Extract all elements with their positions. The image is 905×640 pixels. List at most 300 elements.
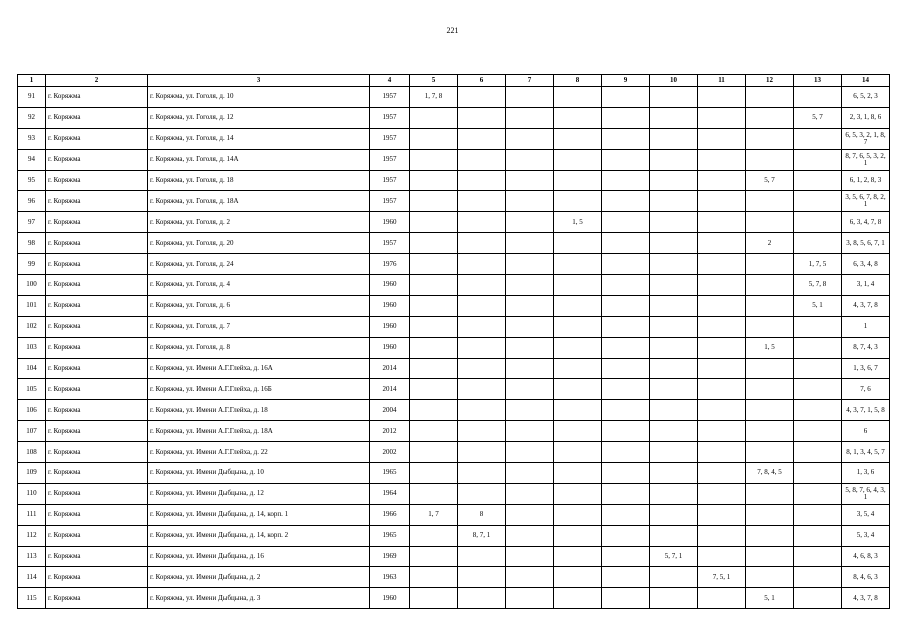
table-cell <box>650 87 698 108</box>
table-cell <box>458 275 506 296</box>
table-cell <box>746 525 794 546</box>
table-cell <box>554 546 602 567</box>
table-cell <box>698 191 746 212</box>
table-cell: г. Коряжма <box>46 546 148 567</box>
table-cell: 5, 7 <box>794 107 842 128</box>
table-cell: 7, 5, 1 <box>698 567 746 588</box>
table-cell <box>506 463 554 484</box>
table-cell <box>602 275 650 296</box>
table-cell <box>602 212 650 233</box>
table-cell <box>458 254 506 275</box>
table-cell: г. Коряжма <box>46 295 148 316</box>
table-row <box>18 149 890 170</box>
table-cell <box>554 358 602 379</box>
table-cell: 5, 7 <box>746 170 794 191</box>
table-cell <box>506 316 554 337</box>
table-cell <box>602 442 650 463</box>
table-cell: г. Коряжма, ул. Имени А.Г.Глейха, д. 22 <box>148 442 370 463</box>
table-cell <box>650 337 698 358</box>
table-cell <box>410 337 458 358</box>
table-cell <box>554 525 602 546</box>
header-row <box>18 75 890 87</box>
table-cell <box>746 358 794 379</box>
table-cell <box>602 316 650 337</box>
table-cell: 4, 3, 7, 8 <box>842 295 890 316</box>
table-cell <box>458 358 506 379</box>
table-cell <box>506 170 554 191</box>
table-cell <box>746 504 794 525</box>
table-cell: 1960 <box>370 295 410 316</box>
table-cell: 6, 5, 2, 3 <box>842 87 890 108</box>
table-cell <box>698 588 746 609</box>
table-cell: 1960 <box>370 212 410 233</box>
table-cell <box>554 567 602 588</box>
table-cell: 113 <box>18 546 46 567</box>
table-cell <box>698 525 746 546</box>
table-cell <box>602 421 650 442</box>
table-cell <box>746 567 794 588</box>
table-cell: 115 <box>18 588 46 609</box>
table-cell <box>650 233 698 254</box>
table-cell <box>650 254 698 275</box>
table-cell: 1957 <box>370 149 410 170</box>
table-cell: 1969 <box>370 546 410 567</box>
table-row <box>18 128 890 149</box>
table-cell <box>602 358 650 379</box>
table-cell <box>458 379 506 400</box>
table-cell <box>746 254 794 275</box>
table-row <box>18 379 890 400</box>
table-cell <box>698 149 746 170</box>
table-row <box>18 254 890 275</box>
table-cell <box>602 400 650 421</box>
table-cell <box>410 358 458 379</box>
table-cell: 1960 <box>370 316 410 337</box>
table-cell <box>554 400 602 421</box>
table-cell: г. Коряжма, ул. Гоголя, д. 7 <box>148 316 370 337</box>
table-cell: 5, 7, 1 <box>650 546 698 567</box>
table-cell: 1, 3, 6 <box>842 463 890 484</box>
table-cell: г. Коряжма, ул. Имени А.Г.Глейха, д. 16Б <box>148 379 370 400</box>
table-cell: 106 <box>18 400 46 421</box>
table-cell: 6, 5, 3, 2, 1, 8, 7 <box>842 128 890 149</box>
table-cell <box>794 87 842 108</box>
table-cell <box>794 588 842 609</box>
column-header: 9 <box>602 75 650 87</box>
table-cell <box>602 295 650 316</box>
table-cell: 1957 <box>370 107 410 128</box>
table-cell: 8, 4, 6, 3 <box>842 567 890 588</box>
table-cell: г. Коряжма <box>46 379 148 400</box>
table-cell: 114 <box>18 567 46 588</box>
table-cell: г. Коряжма, ул. Имени Дыбцына, д. 2 <box>148 567 370 588</box>
table-cell: г. Коряжма, ул. Гоголя, д. 14А <box>148 149 370 170</box>
table-cell: 3, 8, 5, 6, 7, 1 <box>842 233 890 254</box>
table-cell <box>554 588 602 609</box>
table-row <box>18 87 890 108</box>
table-cell <box>554 170 602 191</box>
table-cell <box>698 295 746 316</box>
table-cell <box>410 421 458 442</box>
table-cell: 1, 7, 8 <box>410 87 458 108</box>
table-cell: 99 <box>18 254 46 275</box>
table-cell <box>746 212 794 233</box>
table-cell <box>794 191 842 212</box>
table-cell: 2004 <box>370 400 410 421</box>
table-cell <box>506 546 554 567</box>
column-header: 6 <box>458 75 506 87</box>
table-cell: 1963 <box>370 567 410 588</box>
table-cell: г. Коряжма <box>46 588 148 609</box>
table-cell <box>458 588 506 609</box>
table-cell <box>698 107 746 128</box>
table-cell <box>602 463 650 484</box>
table-row <box>18 525 890 546</box>
table-row <box>18 337 890 358</box>
table-cell <box>506 149 554 170</box>
table-cell: 94 <box>18 149 46 170</box>
table-cell <box>410 170 458 191</box>
table-cell: 1976 <box>370 254 410 275</box>
table-cell <box>746 421 794 442</box>
table-cell <box>650 295 698 316</box>
table-cell <box>746 191 794 212</box>
table-cell <box>698 358 746 379</box>
table-cell: 2002 <box>370 442 410 463</box>
table-cell <box>410 295 458 316</box>
table-cell <box>410 400 458 421</box>
table-cell <box>506 107 554 128</box>
table-cell <box>794 567 842 588</box>
table-cell <box>554 295 602 316</box>
table-cell <box>506 525 554 546</box>
table-cell: 95 <box>18 170 46 191</box>
table-cell: г. Коряжма <box>46 275 148 296</box>
table-cell: 1960 <box>370 588 410 609</box>
table-cell <box>698 442 746 463</box>
table-cell <box>650 191 698 212</box>
table-cell: 97 <box>18 212 46 233</box>
table-cell <box>554 316 602 337</box>
table-cell: г. Коряжма, ул. Гоголя, д. 12 <box>148 107 370 128</box>
table-cell <box>602 337 650 358</box>
table-cell: 7, 6 <box>842 379 890 400</box>
table-cell: г. Коряжма, ул. Гоголя, д. 18А <box>148 191 370 212</box>
table-cell <box>650 149 698 170</box>
table-cell <box>554 504 602 525</box>
table-row <box>18 421 890 442</box>
table-cell <box>458 463 506 484</box>
table-cell <box>698 421 746 442</box>
column-header: 12 <box>746 75 794 87</box>
table-cell: г. Коряжма <box>46 212 148 233</box>
table-cell <box>794 233 842 254</box>
table-cell <box>602 170 650 191</box>
table-cell <box>410 254 458 275</box>
table-cell <box>458 233 506 254</box>
table-cell <box>458 128 506 149</box>
table-cell <box>650 107 698 128</box>
table-cell <box>458 87 506 108</box>
table-cell: г. Коряжма, ул. Имени А.Г.Глейха, д. 18А <box>148 421 370 442</box>
table-cell <box>794 421 842 442</box>
table-cell: 102 <box>18 316 46 337</box>
table-cell <box>650 170 698 191</box>
table-row <box>18 442 890 463</box>
table-cell: 8, 7, 6, 5, 3, 2, 1 <box>842 149 890 170</box>
table-cell <box>554 233 602 254</box>
table-cell <box>698 233 746 254</box>
column-header: 1 <box>18 75 46 87</box>
table-cell: г. Коряжма <box>46 463 148 484</box>
table-cell: 1960 <box>370 337 410 358</box>
table-cell: 111 <box>18 504 46 525</box>
table-cell: 1957 <box>370 170 410 191</box>
table-cell <box>554 379 602 400</box>
table-cell: г. Коряжма, ул. Гоголя, д. 10 <box>148 87 370 108</box>
table-cell <box>506 421 554 442</box>
table-cell <box>794 400 842 421</box>
table-cell: г. Коряжма, ул. Гоголя, д. 24 <box>148 254 370 275</box>
table-cell <box>506 87 554 108</box>
table-cell: 3, 1, 4 <box>842 275 890 296</box>
table-cell <box>794 170 842 191</box>
table-cell <box>794 442 842 463</box>
table-cell: 6, 3, 4, 7, 8 <box>842 212 890 233</box>
column-header: 8 <box>554 75 602 87</box>
table-cell: г. Коряжма, ул. Гоголя, д. 14 <box>148 128 370 149</box>
table-cell <box>746 87 794 108</box>
table-cell <box>506 212 554 233</box>
table-row <box>18 295 890 316</box>
table-cell <box>794 504 842 525</box>
table-cell <box>698 379 746 400</box>
table-cell: 5, 3, 4 <box>842 525 890 546</box>
table-cell: 4, 6, 8, 3 <box>842 546 890 567</box>
table-cell: 1957 <box>370 191 410 212</box>
table-cell <box>698 504 746 525</box>
table-cell <box>650 588 698 609</box>
table-cell <box>506 567 554 588</box>
table-cell: 1, 3, 6, 7 <box>842 358 890 379</box>
table-cell: г. Коряжма, ул. Имени А.Г.Глейха, д. 18 <box>148 400 370 421</box>
table-cell <box>506 358 554 379</box>
table-cell <box>458 107 506 128</box>
table-cell: 98 <box>18 233 46 254</box>
table-cell <box>698 400 746 421</box>
table-cell <box>410 316 458 337</box>
table-cell <box>650 421 698 442</box>
table-cell <box>458 400 506 421</box>
table-cell <box>410 379 458 400</box>
table-cell: 109 <box>18 463 46 484</box>
table-cell <box>602 483 650 504</box>
table-row <box>18 275 890 296</box>
table-cell: г. Коряжма <box>46 400 148 421</box>
table-cell <box>458 149 506 170</box>
table-cell: г. Коряжма, ул. Гоголя, д. 4 <box>148 275 370 296</box>
housing-table <box>17 74 890 609</box>
table-cell <box>410 191 458 212</box>
table-cell: 7, 8, 4, 5 <box>746 463 794 484</box>
table-cell <box>458 170 506 191</box>
column-header: 4 <box>370 75 410 87</box>
table-cell <box>458 421 506 442</box>
table-cell: г. Коряжма <box>46 107 148 128</box>
table-cell <box>554 107 602 128</box>
table-cell <box>410 149 458 170</box>
table-cell: 110 <box>18 483 46 504</box>
table-cell: 5, 1 <box>794 295 842 316</box>
table-cell: 2014 <box>370 379 410 400</box>
table-cell <box>554 463 602 484</box>
table-cell: г. Коряжма, ул. Имени Дыбцына, д. 12 <box>148 483 370 504</box>
table-cell <box>698 337 746 358</box>
table-cell <box>506 442 554 463</box>
table-cell <box>506 191 554 212</box>
table-cell: 103 <box>18 337 46 358</box>
table-cell: г. Коряжма <box>46 149 148 170</box>
table-cell <box>698 546 746 567</box>
table-cell: г. Коряжма <box>46 358 148 379</box>
table-cell <box>650 400 698 421</box>
table-cell <box>794 463 842 484</box>
table-cell <box>554 421 602 442</box>
table-cell: 5, 7, 8 <box>794 275 842 296</box>
table-row <box>18 546 890 567</box>
table-cell <box>458 567 506 588</box>
table-cell: г. Коряжма <box>46 525 148 546</box>
table-cell: г. Коряжма, ул. Имени Дыбцына, д. 10 <box>148 463 370 484</box>
table-cell <box>650 442 698 463</box>
table-cell: 96 <box>18 191 46 212</box>
table-cell <box>554 128 602 149</box>
table-cell <box>506 504 554 525</box>
table-cell <box>602 504 650 525</box>
table-cell <box>698 254 746 275</box>
table-cell <box>602 379 650 400</box>
table-row <box>18 358 890 379</box>
table-cell: г. Коряжма <box>46 567 148 588</box>
table-cell <box>554 87 602 108</box>
table-cell <box>602 87 650 108</box>
table-cell <box>650 504 698 525</box>
table-cell: 93 <box>18 128 46 149</box>
table-cell <box>746 275 794 296</box>
table-cell <box>410 107 458 128</box>
table-cell: г. Коряжма <box>46 170 148 191</box>
table-cell: г. Коряжма <box>46 483 148 504</box>
table-cell <box>794 525 842 546</box>
table-cell <box>410 233 458 254</box>
table-cell <box>698 483 746 504</box>
table-cell <box>746 483 794 504</box>
table-cell: 2014 <box>370 358 410 379</box>
table-cell: г. Коряжма <box>46 316 148 337</box>
table-cell <box>602 525 650 546</box>
table-cell <box>650 128 698 149</box>
table-cell <box>650 316 698 337</box>
table-cell: г. Коряжма <box>46 128 148 149</box>
table-cell <box>746 379 794 400</box>
table-row <box>18 212 890 233</box>
table-cell <box>746 107 794 128</box>
table-cell <box>650 483 698 504</box>
table-cell: 91 <box>18 87 46 108</box>
table-cell: 108 <box>18 442 46 463</box>
table-cell <box>650 358 698 379</box>
table-cell <box>410 442 458 463</box>
table-cell <box>506 275 554 296</box>
column-header: 7 <box>506 75 554 87</box>
table-cell <box>554 442 602 463</box>
table-cell <box>602 546 650 567</box>
table-cell: 101 <box>18 295 46 316</box>
table-cell: 6 <box>842 421 890 442</box>
table-cell: г. Коряжма <box>46 233 148 254</box>
table-cell <box>554 337 602 358</box>
column-header: 10 <box>650 75 698 87</box>
table-cell <box>746 316 794 337</box>
table-cell: г. Коряжма, ул. Имени Дыбцына, д. 16 <box>148 546 370 567</box>
table-cell: 1957 <box>370 233 410 254</box>
table-cell: 8, 7, 4, 3 <box>842 337 890 358</box>
table-cell <box>458 483 506 504</box>
table-cell <box>410 546 458 567</box>
table-row <box>18 107 890 128</box>
table-cell <box>602 233 650 254</box>
table-row <box>18 170 890 191</box>
table-cell <box>602 588 650 609</box>
table-cell: 1964 <box>370 483 410 504</box>
table-cell <box>410 275 458 296</box>
table-cell: 6, 3, 4, 8 <box>842 254 890 275</box>
table-cell <box>602 191 650 212</box>
table-cell <box>650 525 698 546</box>
table-row <box>18 588 890 609</box>
table-cell: 2 <box>746 233 794 254</box>
column-header: 11 <box>698 75 746 87</box>
table-cell <box>554 275 602 296</box>
table-cell: 112 <box>18 525 46 546</box>
table-cell: г. Коряжма, ул. Имени Дыбцына, д. 3 <box>148 588 370 609</box>
table-cell: 1965 <box>370 463 410 484</box>
table-cell: 1, 7, 5 <box>794 254 842 275</box>
table-cell: 105 <box>18 379 46 400</box>
table-cell <box>794 483 842 504</box>
table-cell: 2012 <box>370 421 410 442</box>
table-cell <box>746 295 794 316</box>
table-cell <box>458 337 506 358</box>
table-cell: 3, 5, 6, 7, 8, 2, 1 <box>842 191 890 212</box>
table-cell <box>650 379 698 400</box>
table-cell <box>410 212 458 233</box>
table-cell: 2, 3, 1, 8, 6 <box>842 107 890 128</box>
table-cell: 1960 <box>370 275 410 296</box>
table-row <box>18 191 890 212</box>
table-cell: г. Коряжма, ул. Имени Дыбцына, д. 14, корп. 2 <box>148 525 370 546</box>
table-cell <box>650 567 698 588</box>
column-header: 5 <box>410 75 458 87</box>
table-cell <box>506 588 554 609</box>
table-cell <box>506 483 554 504</box>
table-cell <box>698 463 746 484</box>
table-cell: 1, 7 <box>410 504 458 525</box>
table-cell <box>794 358 842 379</box>
table-cell <box>794 212 842 233</box>
table-cell <box>746 546 794 567</box>
table-cell <box>698 87 746 108</box>
